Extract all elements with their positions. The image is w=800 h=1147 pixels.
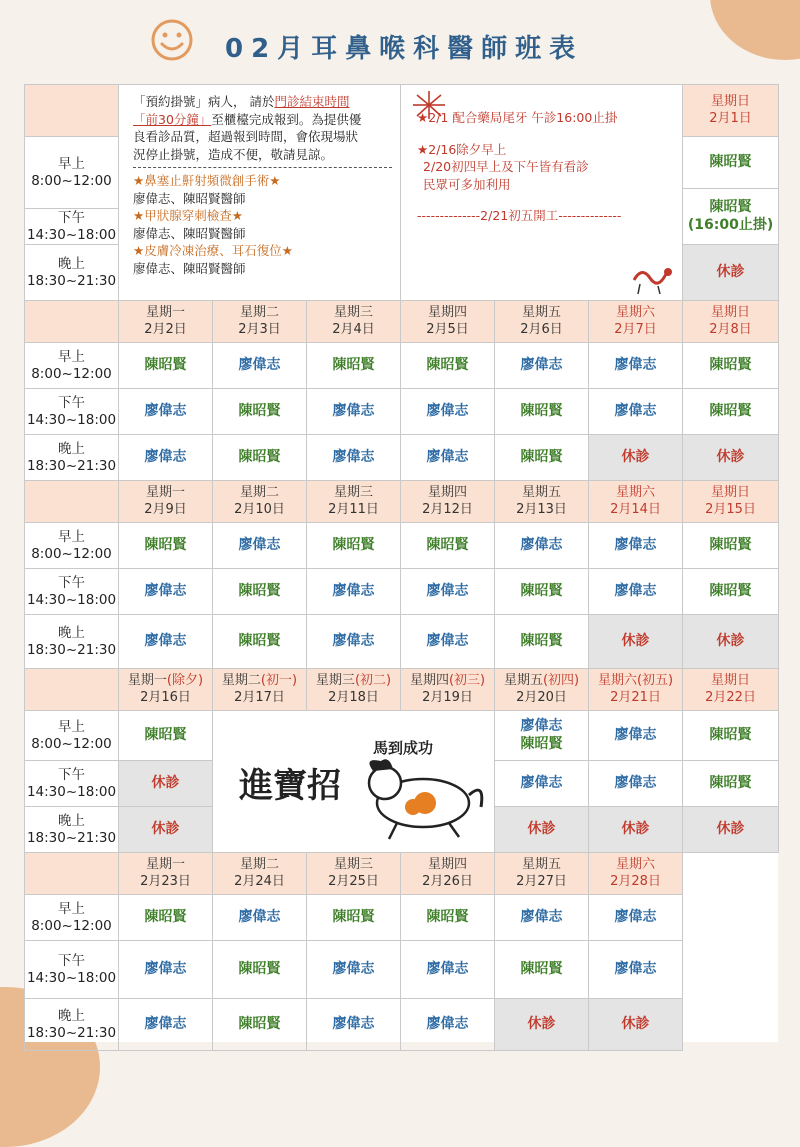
date-header: 星期三 2月4日 bbox=[307, 301, 401, 343]
empty-cell bbox=[683, 999, 779, 1051]
corner-cell bbox=[25, 301, 119, 343]
shift-cell: 陳昭賢 bbox=[683, 389, 779, 435]
shift-cell: 廖偉志 bbox=[213, 343, 307, 389]
date-header: 星期二 2月10日 bbox=[213, 481, 307, 523]
shift-cell: 陳昭賢 bbox=[213, 941, 307, 999]
time-afternoon: 下午 14:30~18:00 bbox=[25, 761, 119, 807]
empty-cell bbox=[683, 895, 779, 941]
schedule-sheet bbox=[24, 84, 778, 1042]
time-morning: 早上 8:00~12:00 bbox=[25, 137, 119, 209]
shift-cell: 廖偉志 bbox=[589, 523, 683, 569]
smiley-icon bbox=[150, 18, 194, 62]
date-header: 星期一(除夕) 2月16日 bbox=[119, 669, 213, 711]
time-afternoon: 下午 14:30~18:00 bbox=[25, 209, 119, 245]
date-header: 星期三(初二) 2月18日 bbox=[307, 669, 401, 711]
date-header: 星期二(初一) 2月17日 bbox=[213, 669, 307, 711]
date-header: 星期四 2月26日 bbox=[401, 853, 495, 895]
date-header: 星期五 2月13日 bbox=[495, 481, 589, 523]
fortune-text: 進寶招 bbox=[239, 766, 341, 806]
shift-cell: 廖偉志 bbox=[119, 615, 213, 669]
header bbox=[0, 0, 800, 84]
time-afternoon: 下午 14:30~18:00 bbox=[25, 569, 119, 615]
service-title: ★鼻塞止鼾射頻微創手術★ bbox=[133, 173, 281, 188]
time-afternoon: 下午 14:30~18:00 bbox=[25, 941, 119, 999]
corner-cell bbox=[25, 669, 119, 711]
dragon-icon bbox=[630, 260, 674, 296]
time-morning: 早上 8:00~12:00 bbox=[25, 523, 119, 569]
page-title: 02月耳鼻喉科醫師班表 bbox=[225, 34, 584, 64]
new-year-illustration bbox=[213, 711, 495, 855]
shift-cell: 休診 bbox=[683, 807, 779, 853]
date-header: 星期六 2月28日 bbox=[589, 853, 683, 895]
horse-text: 馬到成功 bbox=[373, 739, 434, 757]
shift-cell: 陳昭賢 bbox=[495, 941, 589, 999]
shift-cell: 廖偉志 bbox=[307, 615, 401, 669]
shift-cell: 廖偉志 bbox=[307, 941, 401, 999]
shift-cell: 廖偉志 bbox=[495, 895, 589, 941]
announcement-box: ★2/1 配合藥局尾牙 午診16:00止掛 ★2/16除夕早上 2/20初四早上及下午皆有看診 民眾可多加利用 --------------2/21初五開工-------------- bbox=[401, 85, 683, 301]
shift-cell: 休診 bbox=[589, 807, 683, 853]
shift-cell: 廖偉志 bbox=[307, 569, 401, 615]
shift-cell: 廖偉志 bbox=[401, 569, 495, 615]
shift-cell: 陳昭賢 bbox=[213, 435, 307, 481]
empty-cell bbox=[683, 941, 779, 999]
shift-cell: 廖偉志 bbox=[495, 343, 589, 389]
shift-cell: 休診 bbox=[683, 245, 779, 301]
shift-cell: 陳昭賢 bbox=[119, 343, 213, 389]
shift-cell: 陳昭賢 bbox=[401, 523, 495, 569]
date-header: 星期一 2月2日 bbox=[119, 301, 213, 343]
shift-cell: 休診 bbox=[119, 761, 213, 807]
shift-cell: 廖偉志 bbox=[401, 435, 495, 481]
shift-cell: 休診 bbox=[119, 807, 213, 853]
shift-cell: 陳昭賢 bbox=[119, 523, 213, 569]
shift-cell: 休診 bbox=[495, 807, 589, 853]
date-header: 星期四 2月5日 bbox=[401, 301, 495, 343]
date-header: 星期六 2月7日 bbox=[589, 301, 683, 343]
time-evening: 晚上 18:30~21:30 bbox=[25, 245, 119, 301]
shift-cell: 休診 bbox=[683, 435, 779, 481]
shift-cell: 廖偉志 bbox=[589, 895, 683, 941]
shift-cell: 休診 bbox=[589, 615, 683, 669]
shift-cell: 陳昭賢 bbox=[683, 569, 779, 615]
date-header: 星期二 2月24日 bbox=[213, 853, 307, 895]
shift-cell: 廖偉志 bbox=[589, 343, 683, 389]
shift-cell: 廖偉志 bbox=[119, 999, 213, 1051]
shift-cell: 陳昭賢 (16:00止掛) bbox=[683, 189, 779, 245]
shift-cell: 廖偉志 bbox=[589, 761, 683, 807]
shift-cell: 廖偉志 bbox=[401, 389, 495, 435]
date-header: 星期日 2月8日 bbox=[683, 301, 779, 343]
firework-icon bbox=[411, 89, 447, 121]
shift-cell: 陳昭賢 bbox=[401, 895, 495, 941]
date-header: 星期二 2月3日 bbox=[213, 301, 307, 343]
date-header: 星期日 2月15日 bbox=[683, 481, 779, 523]
shift-cell: 廖偉志 bbox=[307, 999, 401, 1051]
time-morning: 早上 8:00~12:00 bbox=[25, 895, 119, 941]
time-evening: 晚上 18:30~21:30 bbox=[25, 435, 119, 481]
date-header: 星期一 2月23日 bbox=[119, 853, 213, 895]
shift-cell: 廖偉志 bbox=[495, 523, 589, 569]
shift-cell: 陳昭賢 bbox=[119, 895, 213, 941]
shift-cell: 陳昭賢 bbox=[213, 615, 307, 669]
empty-cell bbox=[683, 853, 779, 895]
shift-cell: 廖偉志 bbox=[213, 895, 307, 941]
shift-cell: 陳昭賢 bbox=[307, 523, 401, 569]
shift-cell: 陳昭賢 bbox=[683, 711, 779, 761]
time-afternoon: 下午 14:30~18:00 bbox=[25, 389, 119, 435]
time-morning: 早上 8:00~12:00 bbox=[25, 711, 119, 761]
shift-cell: 廖偉志 bbox=[401, 615, 495, 669]
shift-cell: 陳昭賢 bbox=[213, 569, 307, 615]
shift-cell: 廖偉志 bbox=[119, 435, 213, 481]
time-evening: 晚上 18:30~21:30 bbox=[25, 999, 119, 1051]
date-header: 星期日 2月22日 bbox=[683, 669, 779, 711]
shift-cell: 廖偉志 bbox=[213, 523, 307, 569]
shift-cell: 休診 bbox=[589, 999, 683, 1051]
shift-cell: 廖偉志 bbox=[495, 761, 589, 807]
date-header: 星期四 2月12日 bbox=[401, 481, 495, 523]
shift-cell: 陳昭賢 bbox=[683, 523, 779, 569]
shift-cell: 廖偉志 bbox=[307, 389, 401, 435]
shift-cell: 陳昭賢 bbox=[119, 711, 213, 761]
shift-cell: 休診 bbox=[589, 435, 683, 481]
time-evening: 晚上 18:30~21:30 bbox=[25, 615, 119, 669]
service-title: ★甲狀腺穿刺檢查★ bbox=[133, 208, 243, 223]
corner-cell bbox=[25, 481, 119, 523]
shift-cell: 廖偉志 bbox=[589, 941, 683, 999]
shift-cell: 廖偉志 陳昭賢 bbox=[495, 711, 589, 761]
shift-cell: 陳昭賢 bbox=[683, 343, 779, 389]
corner-cell bbox=[25, 853, 119, 895]
date-header: 星期四(初三) 2月19日 bbox=[401, 669, 495, 711]
shift-cell: 陳昭賢 bbox=[495, 389, 589, 435]
date-header: 星期六 2月14日 bbox=[589, 481, 683, 523]
shift-cell: 休診 bbox=[683, 615, 779, 669]
shift-cell: 廖偉志 bbox=[307, 435, 401, 481]
shift-cell: 廖偉志 bbox=[119, 389, 213, 435]
shift-cell: 陳昭賢 bbox=[495, 615, 589, 669]
shift-cell: 陳昭賢 bbox=[683, 761, 779, 807]
date-header: 星期五 2月6日 bbox=[495, 301, 589, 343]
corner-cell bbox=[25, 85, 119, 137]
shift-cell: 休診 bbox=[495, 999, 589, 1051]
time-morning: 早上 8:00~12:00 bbox=[25, 343, 119, 389]
shift-cell: 陳昭賢 bbox=[213, 389, 307, 435]
date-header: 星期五(初四) 2月20日 bbox=[495, 669, 589, 711]
shift-cell: 廖偉志 bbox=[119, 941, 213, 999]
date-header: 星期六(初五) 2月21日 bbox=[589, 669, 683, 711]
schedule-table bbox=[24, 84, 779, 1051]
shift-cell: 廖偉志 bbox=[401, 999, 495, 1051]
shift-cell: 廖偉志 bbox=[119, 569, 213, 615]
shift-cell: 陳昭賢 bbox=[495, 569, 589, 615]
shift-cell: 廖偉志 bbox=[589, 569, 683, 615]
shift-cell: 廖偉志 bbox=[589, 389, 683, 435]
time-evening: 晚上 18:30~21:30 bbox=[25, 807, 119, 853]
service-title: ★皮膚冷凍治療、耳石復位★ bbox=[133, 243, 293, 258]
date-header: 星期三 2月11日 bbox=[307, 481, 401, 523]
notice-box: 「預約掛號」病人， 請於門診結束時間 「前30分鐘」至櫃檯完成報到。為提供優 良看診品質，超過報到時間，會依現場狀 況停止掛號，造成不便，敬請見諒。 ★鼻塞止鼾射頻微創手術★ 廖偉志、陳昭賢醫師 ★甲狀腺穿刺檢查★ 廖偉志、陳昭賢醫師 ★皮膚冷凍治療、耳石復位★ 廖偉志、陳昭賢醫師 bbox=[119, 85, 401, 301]
shift-cell: 陳昭賢 bbox=[307, 343, 401, 389]
shift-cell: 廖偉志 bbox=[589, 711, 683, 761]
date-header: 星期一 2月9日 bbox=[119, 481, 213, 523]
date-header-sunday: 星期日 2月1日 bbox=[683, 85, 779, 137]
shift-cell: 廖偉志 bbox=[401, 941, 495, 999]
date-header: 星期五 2月27日 bbox=[495, 853, 589, 895]
shift-cell: 陳昭賢 bbox=[401, 343, 495, 389]
date-header: 星期三 2月25日 bbox=[307, 853, 401, 895]
shift-cell: 陳昭賢 bbox=[213, 999, 307, 1051]
new-year-art bbox=[213, 711, 495, 853]
shift-cell: 陳昭賢 bbox=[307, 895, 401, 941]
shift-cell: 陳昭賢 bbox=[683, 137, 779, 189]
shift-cell: 陳昭賢 bbox=[495, 435, 589, 481]
